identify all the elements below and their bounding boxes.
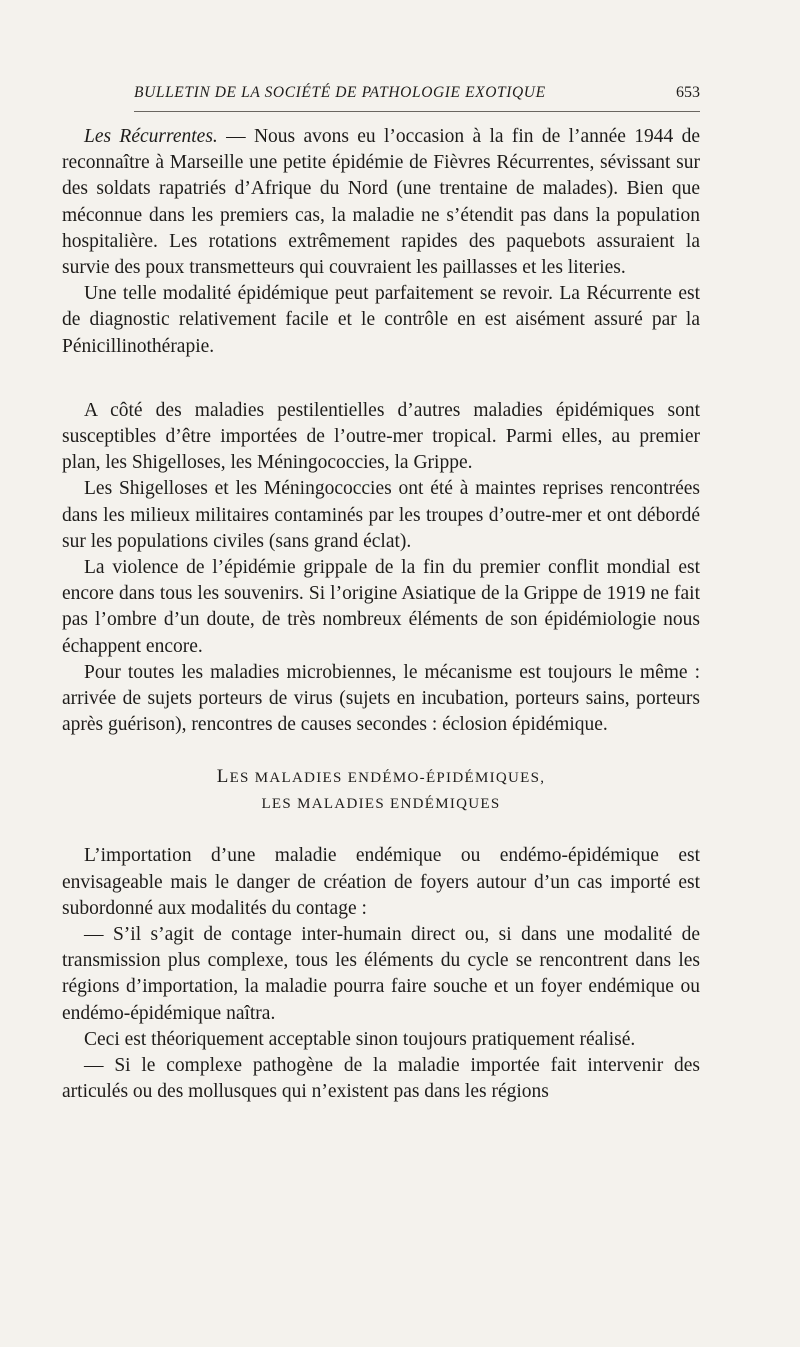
paragraph: La violence de l’épidémie grippale de la fin du premier conflit mondial est encore dans tous les souvenirs. Si l’origine Asiatique de la Grippe de 1919 ne fait pas l’ombre d’un doute, de très nombreux éléments de son épidémiologie nous échappent encore. bbox=[62, 557, 700, 657]
section-heading-line-1 bbox=[62, 764, 700, 791]
paragraph: Une telle modalité épidémique peut parfaitement se revoir. La Récurrente est de diagnostic relativement facile et le contrôle en est aisément assuré par la Pénicillinothérapie. bbox=[62, 283, 700, 357]
paragraph: — S’il s’agit de contage inter-humain direct ou, si dans une modalité de transmission plus complexe, tous les éléments du cycle se rencontrent dans les régions d’importation, la maladie pourra faire souche et un foyer endémique ou endémo-épidémique naîtra. bbox=[62, 924, 700, 1024]
paragraph-recurrentes bbox=[62, 124, 700, 281]
paragraph: Ceci est théoriquement acceptable sinon toujours pratiquement réalisé. bbox=[84, 1028, 636, 1050]
spacer bbox=[62, 817, 700, 843]
body-text bbox=[62, 124, 700, 1106]
heading-rest: ES MALADIES ENDÉMO-ÉPIDÉMIQUES, bbox=[229, 770, 546, 787]
paragraph: Les Shigelloses et les Méningococcies ont été à maintes reprises rencontrées dans les milieux militaires contaminés par les troupes d’outre-mer et ont débordé sur les populations civiles (sans grand éclat). bbox=[62, 478, 700, 552]
section-heading bbox=[62, 764, 700, 817]
header-rule bbox=[134, 111, 700, 112]
paragraph-lead: Les Récurrentes. bbox=[84, 126, 218, 147]
page-number: 653 bbox=[676, 84, 700, 101]
heading-initial: L bbox=[216, 766, 230, 788]
paragraph: — Si le complexe pathogène de la maladie importée fait intervenir des articulés ou des mollusques qui n’existent pas dans les régions bbox=[62, 1055, 700, 1103]
paragraph: Pour toutes les maladies microbiennes, le mécanisme est toujours le même : arrivée de sujets porteurs de virus (sujets en incubation, porteurs sains, porteurs après guérison), rencontres de causes secondes : éclosion épidémique. bbox=[62, 661, 700, 736]
section-heading-line-2: LES MALADIES ENDÉMIQUES bbox=[261, 796, 501, 813]
spacer bbox=[62, 360, 700, 398]
running-title: BULLETIN DE LA SOCIÉTÉ DE PATHOLOGIE EXOTIQUE bbox=[134, 84, 546, 101]
paragraph: A côté des maladies pestilentielles d’autres maladies épidémiques sont susceptibles d’être importées de l’outre-mer tropical. Parmi elles, au premier plan, les Shigelloses, les Méningococcies, la Grippe. bbox=[62, 399, 700, 474]
paragraph-text: — Nous avons eu l’occasion à la fin de l’année 1944 de reconnaître à Marseille une petite épidémie de Fièvres Récurrentes, sévissant sur des soldats rapatriés d’Afrique du Nord (une trentaine de malades). Bien que méconnue dans les premiers cas, la maladie ne s’étendit pas dans la population hospitalière. Les rotations extrêmement rapides des paquebots assuraient la survie des poux transmetteurs qui couvraient les paillasses et les literies. bbox=[62, 126, 700, 279]
paragraph: L’importation d’une maladie endémique ou endémo-épidémique est envisageable mais le danger de création de foyers autour d’un cas importé est subordonné aux modalités du contage : bbox=[62, 845, 700, 919]
running-head bbox=[62, 84, 700, 108]
